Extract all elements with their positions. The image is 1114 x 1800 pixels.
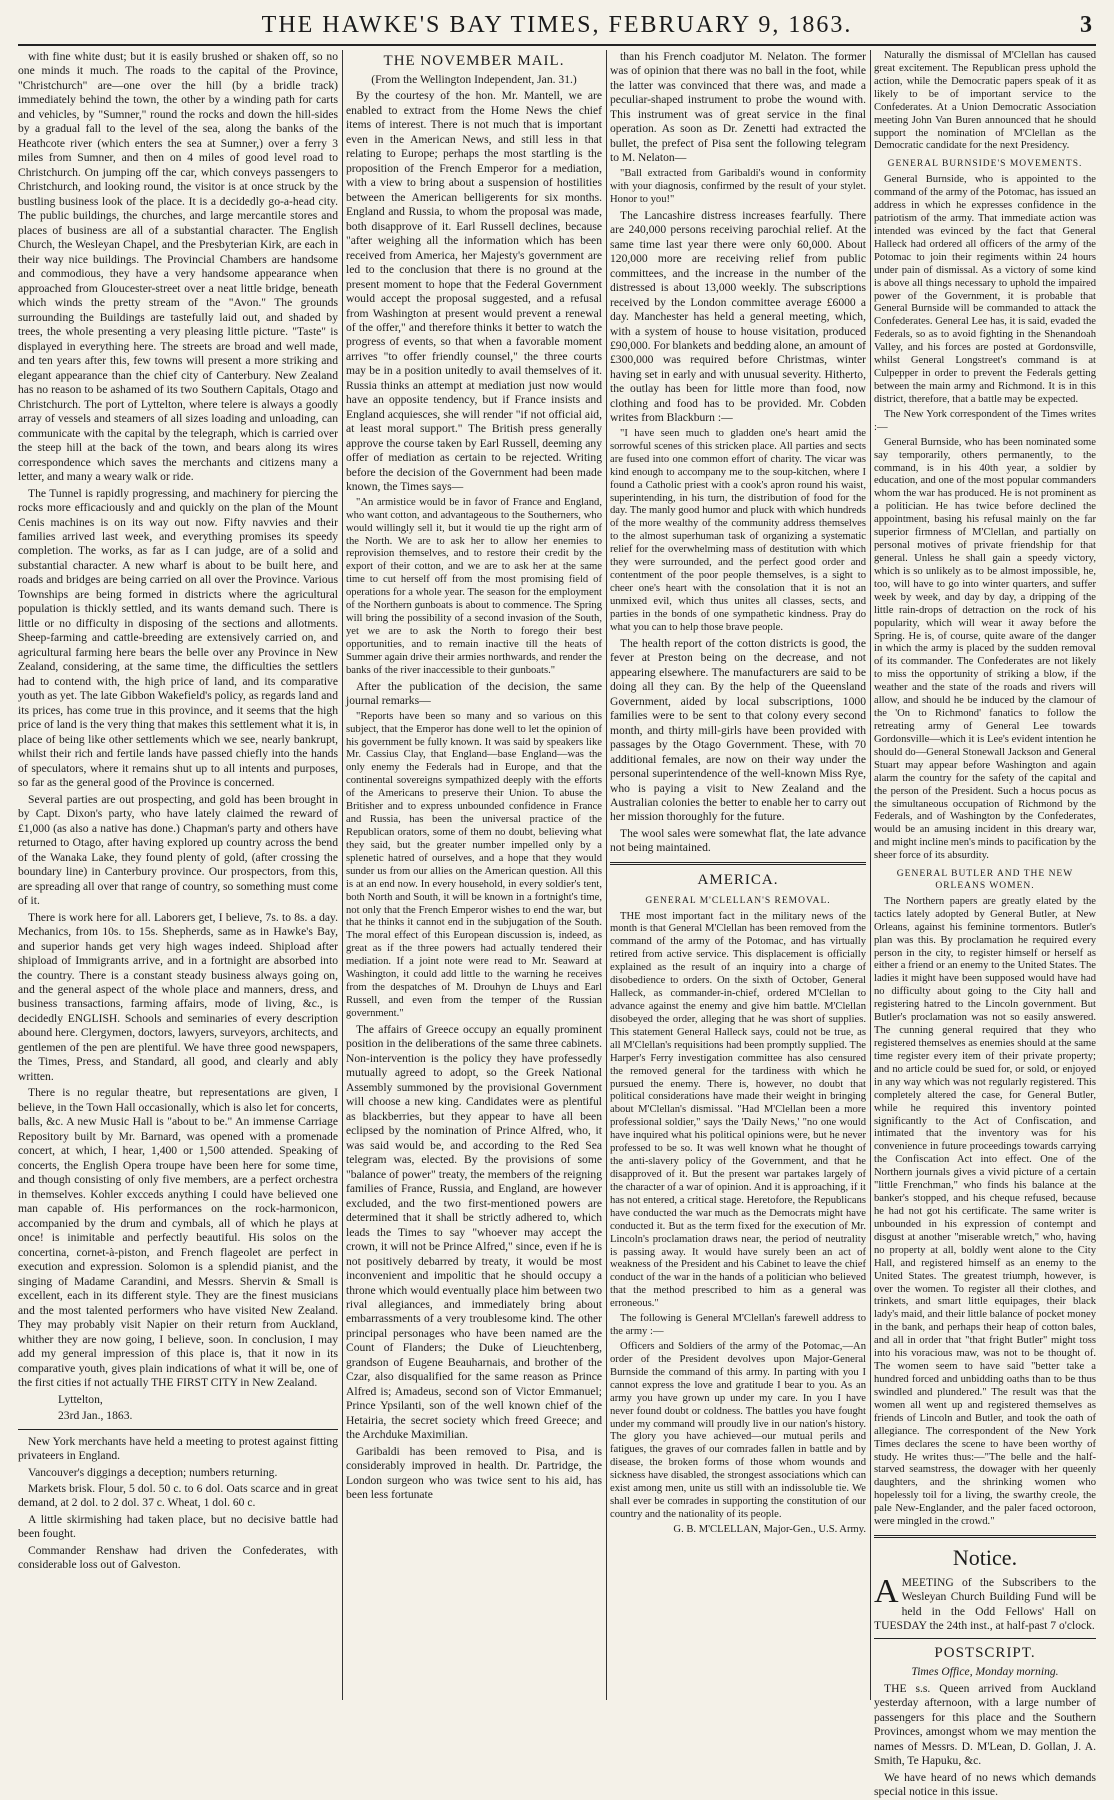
news-item: New York merchants have held a meeting to protest against fitting privateers in England. [18,1434,338,1463]
column-2 [346,50,602,1700]
article-paragraph: The Lancashire distress increases fearfully. There are 240,000 persons receiving parochial relief. At the same time last year there were only 60,000. About 120,000 more are receiving relief from public committees, and the increase in the number of the distressed is about 13,000 weekly. The subscriptions received by the London committee average £6000 a day. Manchester has held a general meeting, which, with a system of house to house visitation, produced £90,000. For blankets and bedding alone, an amount of £300,000 was required before Christmas, winter having set in early and with unusual severity. Hitherto, the outlay has been for little more than food, now clothing and food has to be provided. Mr. Cobden writes from Blackburn :— [610,208,866,425]
column-3 [610,50,866,1700]
quoted-paragraph: "An armistice would be in favor of France and England, who want cotton, and advantageous to the Southerners, who would willingly sell it, but it would tie up the right arm of the North. We are to ask her to allow her enemies to reprovision themselves, and to restore their credit by the export of their cotton, and we are to ask her at the same time to cut herself off from the most promising field of operations for a whole year. The season for the employment of the Northern gunboats is about to commence. The Spring will bring the possibility of a second invasion of the South, yet we are to ask the North to forego their best opportunities, and to remain inactive till the heats of Summer again drive their armies northwards, and render the banks of the river inaccessible to their gunboats." [346,496,602,676]
column-divider [342,50,343,1700]
article-paragraph: General Burnside, who is appointed to the command of the army of the Potomac, has issued an address in which he expresses confidence in the patriotism of the army. That immediate action was intended was evinced by the fact that General Halleck had ordered all officers of the army of the Potomac to join their regiments within 24 hours under pain of dismissal. As a victory of some kind is above all things necessary to uphold the impaired power of the Government, it is probable that General Burnside will be commanded to attack the Confederates. General Lee has, it is said, evaded the Federals, so as to avoid fighting in the Shenandoah Valley, and his forces are posted at Gordonsville, whilst General Longstreet's command is at Culpepper in order to prevent the Federals getting between the main army and Richmond. It is in this district, therefore, that a battle may be expected. [874,174,1096,405]
signoff-date: 23rd Jan., 1863. [58,1409,133,1423]
notice-text-block [874,1572,1096,1634]
article-paragraph: THE s.s. Queen arrived from Auckland yesterday afternoon, with a large number of passengers for this place and the Southern Provinces, amongst whom we may mention the names of Messrs. D. M'Lean, D. Gollan, J. A. Smith, Te Hapuku, &c. [874,1681,1096,1768]
article-paragraph: The affairs of Greece occupy an equally prominent position in the deliberations of the same three cabinets. Non-intervention is the policy they have professedly mutually agreed to adopt, so the Greek National Assembly summoned by the provisional Government will choose a new king. Candidates were as plentiful as blackberries, but they appear to have all been eclipsed by the nomination of Prince Alfred, who, it was said would be, and according to the Red Sea telegram was, elected. By the provisions of some "balance of power" treaty, the members of the reigning families of France, Russia, and England, are however excluded, and the two first-mentioned powers are determined that it shall be strictly adhered to, which leads the Times to say "whoever may accept the crown, it will not be Prince Alfred," since, even if he is not positively debarred by treaty, it would be most inconvenient and impolitic that he should occupy a throne which would eventually place him between two rival allegiances, and immediately bring about embarrassments of a very troublesome kind. The other principal personages who have been named are the Count of Flanders; the Duke of Lieuchtenberg, grandson of Eugene Beauharnais, and brother of the Czar, also disqualified for the same reason as Prince Alfred is; Amadeus, second son of Victor Emmanuel; Prince Ypsilanti, son of the well known chief of the Hetairia, the secret society which freed Greece; and the Archduke Maximilian. [346,1022,602,1442]
article-paragraph: There is work here for all. Laborers get, I believe, 7s. to 8s. a day. Mechanics, from 10s. to 15s. Shepherds, same as in Hawke's Bay, and superior hands get very high wages indeed. Shipload after shipload of Immigrants arrive, and in a fortnight are absorbed into the country. There is a constant steady business always going on, and the general aspect of the whole place and manners, dress, and business transactions, farming affairs, mode of living, &c., is decidedly ENGLISH. Schools and seminaries of every description abound here. Clergymen, doctors, lawyers, surveyors, architects, and gentlemen of the pen are plentiful. We have three good newspapers, the Times, Press, and Standard, all good, and clearly and ably written. [18,910,338,1083]
article-paragraph: The Tunnel is rapidly progressing, and machinery for piercing the rocks more efficaciously and and quickly on the plan of the Mount Cenis machines is on its way out now. Fifty navvies and their families arrived last week, and everything promises its speedy completion. The works, as far as I can judge, are of a solid and substantial character. A new wharf is about to be built here, and roads and bridges are being carried on all over the Province. Various Townships are being formed in districts where the agricultural population is thickly settled, and its wants demand such. There is little or no difficulty in disposing of the sections and allotments. Sheep-farming and cattle-breeding are extensively carried on, and agricultural farming here bears the belle over any Province in New Zealand, considering, at the same time, the difficulties the settlers had to contend with, the high price of land, and its comparative youth as yet. The late Gibbon Wakefield's policy, as regards land and its prices, has come true in this province, and it seems that the high price of land is the very thing that makes this settlement what it is, in place of being like other settlements which we see, nearly bankrupt, whilst their rich and fertile lands have passed chiefly into the hands of speculators, where it remains shut up to all intents and purposes, so far as the general good of the Province is concerned. [18,486,338,790]
postscript-title: POSTSCRIPT. [934,1645,1036,1662]
section-subheading: GENERAL BUTLER AND THE NEW ORLEANS WOMEN. [896,869,1074,891]
notice-text: MEETING of the Subscribers to the Wesleyan Church Building Fund will be held in the Odd Fellows' Hall on TUESDAY the 24th inst., at half-past 7 o'clock. [874,1575,1096,1632]
quoted-paragraph: "I have seen much to gladden one's heart amid the sorrowful scenes of this stricken place. All parties and sects are fused into one common effort of charity. The vicar was kind enough to accompany me to the soup-kitchen, where I found a Catholic priest with a cook's apron round his waist, superintending, in his turn, the distribution of food for the day. The manly good humor and pluck with which hundreds of the more wealthy of the community address themselves to the almost superhuman task of organizing a systematic relief for the overwhelming mass of destitution with which they were surrounded, and the perfect good order and contentment of the poor people themselves, is a sight to cheer one's heart with the consolation that it is not an unmixed evil, which thus unites all classes, sects, and parties in the bonds of one sympathetic kindness. Pray do what you can to help those brave people. [610,427,866,633]
notice-title: Notice. [952,1545,1018,1571]
divider [610,862,866,865]
divider [874,1535,1096,1538]
section-subheading: GENERAL M'CLELLAN'S REMOVAL. [645,895,831,906]
quoted-paragraph: "Ball extracted from Garibaldi's wound in conformity with your diagnosis, confirmed by the result of your stylet. Honor to you!" [610,167,866,205]
article-paragraph: with fine white dust; but it is easily brushed or shaken off, so no one minds it much. The roads to the capital of the Province, "Christchurch" are—one over the hill (by a bridle track) immediately behind the town, the other by a winding path for carts and vehicles, by "Sumner," round the rocks and down the hill-sides by a gradual fall to the level of the sea, along the banks of the Heathcote river (which enters the sea at Sumner,) over a ferry 3 miles from Sumner, and then on 4 miles of good level road to Christchurch. On jumping off the car, which conveys passengers to Christchurch, and looking round, the visitor is at once struck by the bustling business look of the place. It is a decidedly go-a-head city. The public buildings, the churches, and large mercantile stores and places of business are all of a substantial character. The English Church, the Wesleyan Chapel, and the Presbyterian Kirk, are each in their way nice buildings. The Provincial Chambers are handsome and commodious, they have a very handsome appearance when approached from Gloucester-street over a neat little bridge, beneath which winds the pretty stream of the "Avon." The grounds surrounding the Buildings are tastefully laid out, and shaded by trees, the whole presenting a very pleasing little picture. "Taste" is displayed in everything here. The streets are broad and well made, and ten years after this, few towns will present a more striking and elegant appearance than the chief city of Canterbury. New Zealand has no reason to be ashamed of its two Southern Capitals, Otago and Christchurch. The port of Lyttelton, where telere is always a goodly array of vessels and steamers of all sizes loading and unloading, can communicate with the capital by the telegraph, which is carried over the steep hill at the back of the town, and bears along its wires correspondence which saves the merchants and citizens many a letter, and many a weary walk or ride. [18,50,338,484]
article-heading: THE NOVEMBER MAIL. [383,53,565,69]
column-4 [874,50,1096,1799]
column-1 [18,50,338,1700]
news-item: Commander Renshaw had driven the Confederates, with considerable loss out of Galveston. [18,1543,338,1572]
article-paragraph: The Northern papers are greatly elated by the tactics lately adopted by General Butler, at New Orleans, against his feminine tormentors. Butler's plan was this. By proclamation he required every person in the city, to register himself or herself as either a friend or an enemy to the United States. The ladies it might have been supposed would have had no difficulty about going to the City hall and registering hatred to the Lincoln government. But Butler's proclamation was not so easily answered. The cunning general required that they who registered themselves as enemies should at the same time register every item of their private property; and no article could be sued for, or sold, or enjoyed in any way which was not regularly registered. This completely altered the case, for General Butler, while he required this inventory pointed significantly to the Act of Confiscation, and intimated that the inventory was for his convenience in future proceedings towards carrying the Confiscation Act into effect. One of the Northern journals gives a vivid picture of a certain "little Frenchman," who finds his balance at the banker's stopped, and his cheque refused, because he had not got his certificate. The same writer is unbounded in his expression of contempt and disgust at another "miserable wretch," who, having no property at all, boldly went alone to the City Hall, and registered himself as an enemy to the United States. The greatest triumph, however, is over the women. To register all their clothes, and trinkets, and smart little equipages, their black lady's maid, and their little balance of pocket money in the bank, and perhaps their heap of cotton bales, and all in order that "that fright Butler" might toss into his voracious maw, was not to be thought of. The women seem to have said "better take a hundred forced and unbidding oaths than to be thus swindled and plundered." The result was that the women all went up and registered themselves as friends of Lincoln and Butler, and took the oath of allegiance. The correspondent of the New York Times declares the scene to have been worthy of study. He writes thus:—"The belle and the half-starved seamstress, the dowager with her queenly daughters, and the shrinking women who hopelessly toil for a living, the swarthy creole, the pale New-Englander, and the paler faced octoroon, were mingled in the crowd." [874,895,1096,1528]
news-item: Markets brisk. Flour, 5 dol. 50 c. to 6 dol. Oats scarce and in great demand, at 2 dol. to 2 dol. 37 c. Wheat, 1 dol. 60 c. [18,1481,338,1510]
column-divider [870,50,871,1700]
newspaper-title: THE HAWKE'S BAY TIMES, FEBRUARY 9, 1863. [261,12,853,38]
article-paragraph: The following is General M'Clellan's farewell address to the army :— [610,1313,866,1338]
article-paragraph: General Burnside, who has been nominated some say temporarily, others permanently, to the command, is in his 40th year, a soldier by education, and one of the most popular commanders whom the war has produced. He is not prominent as a politician. He has twice before declined the appointment, basing his refusal mainly on the far superior firmness of M'Clellan, and partially on personal motives of private friendship for that general. Unless he shall gain a speedy victory, which is so unlikely as to be almost impossible, he, too, will have to go into winter quarters, and suffer week by week, and day by day, a dripping of the little rain-drops of detraction on the rock of his popularity, which will wear it away before the Spring. He is, of course, quite aware of the danger in which the army is placed by the sudden removal of its commander. The Confederates are not likely to miss the opportunity of striking a blow, if the weather and the state of the roads and rivers will allow, and should he be induced by the clamour of the 'On to Richmond' fanatics to follow the retreating army of General Lee towards Gordonsville—which it is Lee's evident intention he should do—General Stonewall Jackson and General Stuart may appear before Washington and again alarm the country for the safety of the capital and the person of the President. Such a hocus pocus as the simultaneous occupation of Richmond by the Federals, and of Washington by the Confederates, would be an amusing incident in this dreary war, and might incline men's minds to pacification by the sheer force of its absurdity. [874,436,1096,862]
article-paragraph: By the courtesy of the hon. Mr. Mantell, we are enabled to extract from the Home News the chief items of interest. There is not much that is important even in the American News, and still less in that relating to Europe; perhaps the most startling is the proposition of the French Emperor for a mediation, with a view to bring about a suspension of hostilities between the American belligerents for six months. England and Russia, to whom the proposal was made, both disapprove of it. Earl Russell declines, because "after weighing all the information which has been received from America, her Majesty's government are led to the conclusion that there is no ground at the present moment to hope that the Federal Government would accept the proposal suggested, and a refusal from Washington at present would prevent a renewal of the offer," and therefore thinks it better to watch the progress of events, so that when a favorable moment arrives "to offer friendly counsel," the three courts may be in a position unitedly to avail themselves of it. Russia thinks an attempt at mediation just now would have an opposite tendency, but if France insists and England acquiesces, she will render "if not official aid, at least moral support." The British press generally approve the course taken by Earl Russell, deeming any offer of mediation as certain to be rejected. Writing before the decision of the Government had been made known, the Times says— [346,89,602,494]
postscript-dateline: Times Office, Monday morning. [911,1665,1059,1679]
section-heading: AMERICA. [697,871,779,888]
divider [874,1638,1096,1639]
article-paragraph: There is no regular theatre, but representations are given, I believe, in the Town Hall occasionally, which is also let for concerts, balls, &c. A new Music Hall is "about to be." An immense Carriage Repository built by Mr. Barnard, was opened with a promenade concert, at which, I hear, 1,400 or 1,500 attended. Speaking of concerts, the English Opera troupe have been here for some time, and though consisting of only five members, are a perfect orchestra in themselves. Kohler excceds anything I could have believed one man capable of. His performances on the rock-harmonicon, accompanied by the drum and cymbals, all of which he plays at once! is inimitable and perfectly beautiful. His solos on the concertina, cornet-à-piston, and French flageolet are perfect in execution and expression. Solomon is a splendid pianist, and the singing of Madame Carandini, and Messrs. Shervin & Small is excellent, each in its different style. They are the finest musicians and the most talented performers who have visited New Zealand. They may probably visit Napier on their return from Auckland, whither they are now going, I believe, soon. In conclusion, I may add my general impression of this place is, that it now in its comparative youth, gives plain indications of what it will be, one of the first cities if not actually THE FIRST CITY in New Zealand. [18,1086,338,1390]
news-item: A little skirmishing had taken place, but no decisive battle had been fought. [18,1512,338,1541]
article-paragraph: THE most important fact in the military news of the month is that General M'Clellan has been removed from the command of the army of the Potomac, and has virtually retired from active service. This displacement is officially explained as the result of an inquiry into a charge of disobedience to orders. On the sixth of October, General Halleck, as commander-in-chief, ordered M'Clellan to advance against the enemy and give him battle. M'Clellan disobeyed the order, alleging that he was short of supplies. This statement General Halleck says, could not be true, as all M'Clellan's requisitions had been promptly supplied. The Harper's Ferry investigation committee has also censured the removed general for the tardiness with which he pursued the enemy. There is, however, no doubt that political considerations have made their weight in bringing about M'Clellan's dismissal. "Had M'Clellan been a more professional soldier," says the 'Daily News,' "no one would have inquired what his political opinions were, but he never professed to be so. It was well known what he thought of the anti-slavery policy of the Government, and that he disapproved of it. But the present war partakes largely of the character of a war of opinion. And it is approaching, if it has not entered, a critical stage. Heretofore, the Republicans have conducted the war much as the Democrats might have conducted it. But as the term fixed for the execution of Mr. Lincoln's proclamation draws near, the period of neutrality is passing away. It would have surely been an act of weakness of the President and his Cabinet to leave the chief conduct of the war in the hands of a politician who believed that the method prescribed to him as a general was erroneous." [610,910,866,1310]
news-item: Vancouver's diggings a deception; numbers returning. [28,1465,278,1479]
article-paragraph: After the publication of the decision, the same journal remarks— [346,679,602,708]
column-divider [606,50,607,1700]
signoff-place: Lyttelton, [58,1392,103,1406]
article-paragraph: The wool sales were somewhat flat, the late advance not being maintained. [610,826,866,855]
masthead [18,10,1096,46]
signature: G. B. M'CLELLAN, Major-Gen., U.S. Army. [673,1523,866,1535]
article-paragraph: Naturally the dismissal of M'Clellan has caused great excitement. The Republican press uphold the action, while the Democratic papers speak of it as likely to be of important service to the Confederates. At a Union Democratic Association meeting John Van Buren announced that he should support the nomination of M'Clellan as the Democratic candidate for the next Presidency. [874,50,1096,152]
article-paragraph: The New York correspondent of the Times writes :— [874,408,1096,433]
article-paragraph: We have heard of no news which demands special notice in this issue. [874,1770,1096,1799]
article-paragraph: Several parties are out prospecting, and gold has been brought in by Capt. Dixon's party, who have lately claimed the reward of £1,000 (as also a native has done.) Chapman's party and others have returned to Otago, after having explored up country across the bend of the Wanaka Lake, they found plenty of gold, (after crossing the boundary line) in Canterbury province. Our prospectors, from this, are spreading all over that range of country, so something must come of it. [18,792,338,908]
section-subheading: GENERAL BURNSIDE'S MOVEMENTS. [887,159,1083,170]
article-paragraph: The health report of the cotton districts is good, the fever at Preston being on the decrease, and not appearing elsewhere. The manufacturers are said to be doing all they can. By the help of the Queensland Government, aided by local subscriptions, 1000 families were to be sent to that colony every second month, and thirty mill-girls have been provided with passages by the Otago Government. These, with 70 additional females, are now on their way under the personal superintendence of the well-known Miss Rye, who is paying a visit to New Zealand and the Australian colonies the better to enable her to carry out her mission thoroughly for the future. [610,636,866,824]
article-paragraph: than his French coadjutor M. Nelaton. The former was of opinion that there was no ball in the foot, while the latter was convinced that there was, and made a peculiar-shaped instrument to probe the wound with. This instrument was of great service in the final operation. As soon as Dr. Zenetti had extracted the bullet, the prefect of Pisa sent the following telegram to M. Nelaton— [610,50,866,165]
page-number: 3 [1080,12,1092,38]
source-line: (From the Wellington Independent, Jan. 31.) [371,72,577,86]
article-paragraph: Garibaldi has been removed to Pisa, and is considerably improved in health. Dr. Partridge, the London surgeon who was twice sent to his aid, has been less fortunate [346,1444,602,1502]
quoted-paragraph: "Reports have been so many and so various on this subject, that the Emperor has done well to let the opinion of his government be fully known. It was said by speakers like Mr. Cassius Clay, that England—base England—was the only enemy the Federals had in Europe, and that the continental sovereigns sympathized deeply with the efforts of the Americans to preserve their Union. To abuse the Britisher and to express unbounded confidence in France and Russia, has been the universal practice of the Republican orators, some of them no doubt, believing what they said, but the greater number impelled only by a splenetic hatred of ourselves, and a hope that they would sunder us from our allies on the American question. All this is at an end now. In every household, in every soldier's tent, both North and South, it will be known in a fortnight's time, not only that the French Emperor wishes to end the war, but that he thinks it cannot end in the subjugation of the South. The moral effect of this European discussion is, indeed, as great as if the three powers had actually tendered their mediation. If a joint note were read to Mr. Seaward at Washington, it could add little to the warning he receives from the despatches of M. Drouhyn de Lhuys and Earl Russell, and even from the temper of the Russian government." [346,710,602,1019]
divider [18,1429,338,1430]
article-paragraph: Officers and Soldiers of the army of the Potomac,—An order of the President devolves upon Major-General Burnside the command of this army. In parting with you I cannot express the love and gratitude I bear to you. As an army you have grown up under my care. In you I have never found doubt or coldness. The battles you have fought under my command will proudly live in our nation's history. The glory you have achieved—our mutual perils and fatigues, the graves of our comrades fallen in battle and by disease, the broken forms of those whom wounds and sickness have disabled, the strongest associations which can exist among men, unite us still with an indissoluble tie. We shall ever be comrades in supporting the constitution of our country and the nationality of its people. [610,1340,866,1520]
notice-dropcap: A [874,1572,899,1610]
